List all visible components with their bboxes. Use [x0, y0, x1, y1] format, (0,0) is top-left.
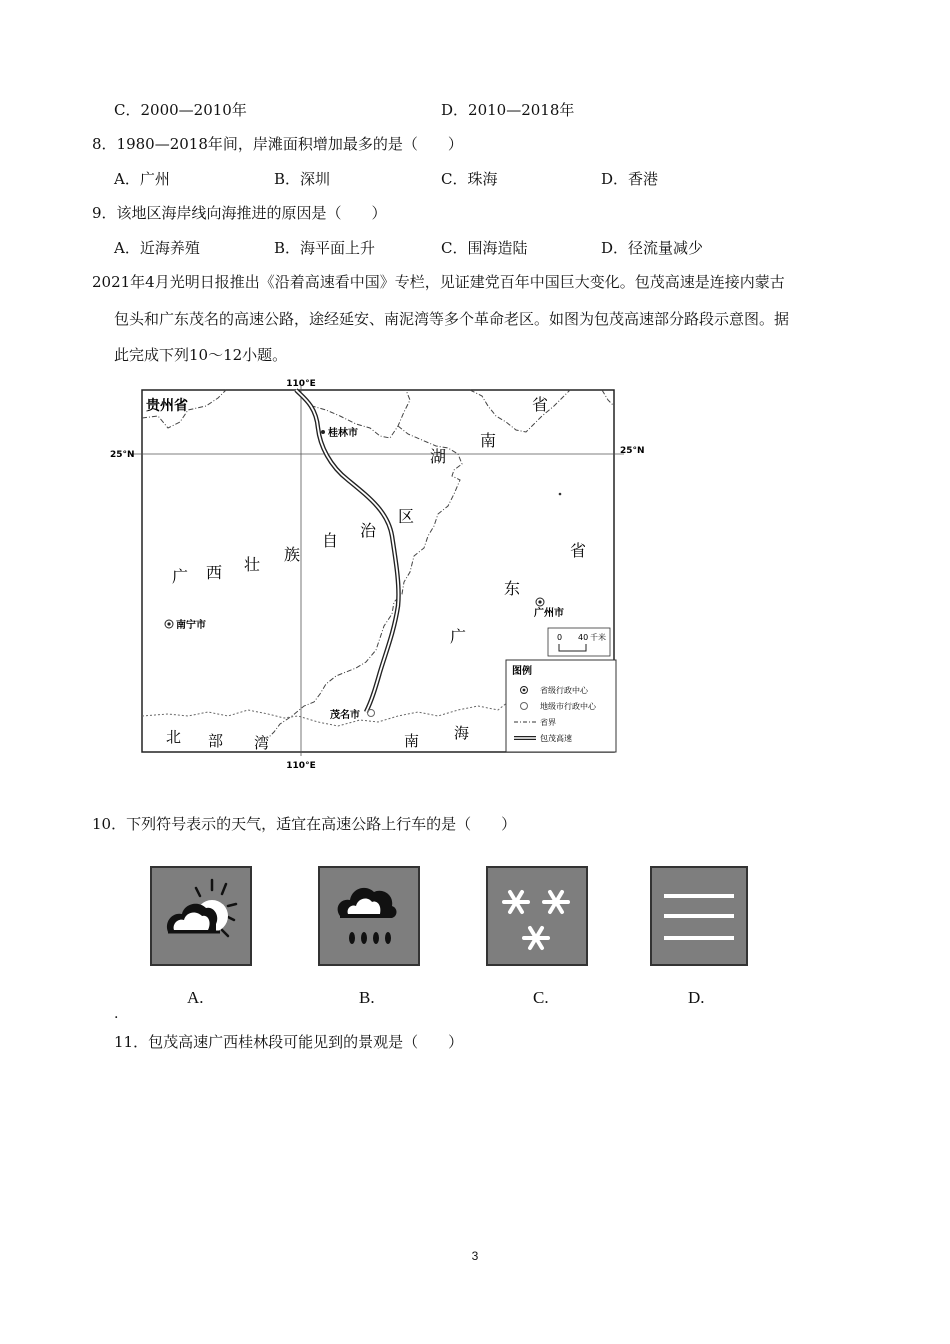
- hunan-char-3: 省: [532, 395, 549, 414]
- snow-icon: [486, 866, 588, 966]
- weather-symbol-d: [650, 866, 748, 966]
- weather-symbol-a: [150, 866, 252, 966]
- guangxi-char-2: 西: [206, 563, 223, 582]
- guangzhou-label: 广州市: [534, 608, 564, 619]
- q8-option-b: B．深圳: [274, 170, 331, 188]
- legend-prefecture-label: 地级市行政中心: [540, 702, 596, 711]
- q9-option-d: D．径流量减少: [601, 239, 704, 257]
- legend-border-label: 省界: [540, 718, 556, 727]
- beibu-char-1: 北: [166, 728, 182, 746]
- option-label-a: A.: [187, 988, 204, 1007]
- maoming-label: 茂名市: [330, 710, 360, 721]
- q8-option-c: C．珠海: [441, 170, 498, 188]
- scale-unit: 千米: [590, 633, 606, 642]
- passage-line-3: 此完成下列10～12小题。: [114, 346, 288, 364]
- q7-option-d: D．2010—2018年: [441, 101, 575, 119]
- q9-option-c: C．围海造陆: [441, 239, 528, 257]
- option-label-c: C.: [533, 988, 549, 1007]
- nanning-label: 南宁市: [176, 620, 206, 631]
- legend-expressway-label: 包茂高速: [540, 734, 572, 743]
- guangxi-char-1: 广: [172, 567, 189, 586]
- nanhai-char-1: 南: [404, 732, 420, 750]
- lon-label-top: 110°E: [286, 379, 316, 389]
- q9-option-b: B．海平面上升: [274, 239, 376, 257]
- guizhou-label: 贵州省: [146, 398, 188, 414]
- guangxi-char-3: 壮: [244, 555, 261, 574]
- lon-label-bottom: 110°E: [286, 761, 316, 770]
- q9-option-a: A．近海养殖: [114, 239, 200, 257]
- cloud-rain-icon: [318, 866, 420, 966]
- weather-symbol-b: [318, 866, 420, 966]
- expressway-map: [108, 376, 653, 770]
- hunan-char-1: 湖: [430, 447, 447, 466]
- guangdong-char-3: 省: [570, 541, 587, 560]
- nanhai-char-2: 海: [454, 724, 470, 742]
- guangxi-char-7: 区: [398, 507, 415, 526]
- q8-option-d: D．香港: [601, 170, 659, 188]
- legend-title: 图例: [512, 666, 532, 677]
- q8-stem: 8．1980—2018年间，岸滩面积增加最多的是（ ）: [92, 135, 463, 153]
- page-number: 3: [471, 1249, 479, 1263]
- q9-stem: 9．该地区海岸线向海推进的原因是（ ）: [92, 204, 387, 222]
- partly-cloudy-icon: [150, 866, 252, 966]
- guangxi-char-4: 族: [284, 545, 301, 564]
- lat-label-right: 25°N: [620, 446, 645, 456]
- guangdong-char-1: 广: [450, 627, 467, 646]
- legend-provincial-label: 省级行政中心: [540, 686, 588, 695]
- option-label-b: B.: [359, 988, 375, 1007]
- fog-icon: [650, 866, 748, 966]
- q11-stem: 11．包茂高速广西桂林段可能见到的景观是（ ）: [114, 1033, 464, 1051]
- passage-line-2: 包头和广东茂名的高速公路，途经延安、南泥湾等多个革命老区。如图为包茂高速部分路段示意图。据: [114, 310, 790, 328]
- option-label-d: D.: [688, 988, 705, 1007]
- guangxi-char-5: 自: [322, 531, 339, 550]
- beibu-char-2: 部: [208, 732, 224, 750]
- scale-value: 40: [578, 633, 589, 642]
- guangdong-char-2: 东: [504, 579, 521, 598]
- scale-zero: 0: [557, 633, 563, 642]
- stray-mark: .: [114, 1006, 119, 1022]
- passage-line-1: 2021年4月光明日报推出《沿着高速看中国》专栏，见证建党百年中国巨大变化。包茂高速是连接内蒙古: [92, 273, 785, 291]
- guilin-marker: [321, 430, 325, 434]
- weather-symbol-c: [486, 866, 588, 966]
- guangxi-char-6: 治: [360, 521, 377, 540]
- beibu-char-3: 湾: [254, 734, 270, 752]
- q10-stem: 10．下列符号表示的天气，适宜在高速公路上行车的是（ ）: [92, 815, 517, 833]
- hunan-char-2: 南: [480, 431, 497, 450]
- lat-label-left: 25°N: [110, 450, 135, 460]
- guilin-label: 桂林市: [328, 428, 358, 439]
- q7-option-c: C．2000—2010年: [114, 101, 247, 119]
- q8-option-a: A．广州: [114, 170, 170, 188]
